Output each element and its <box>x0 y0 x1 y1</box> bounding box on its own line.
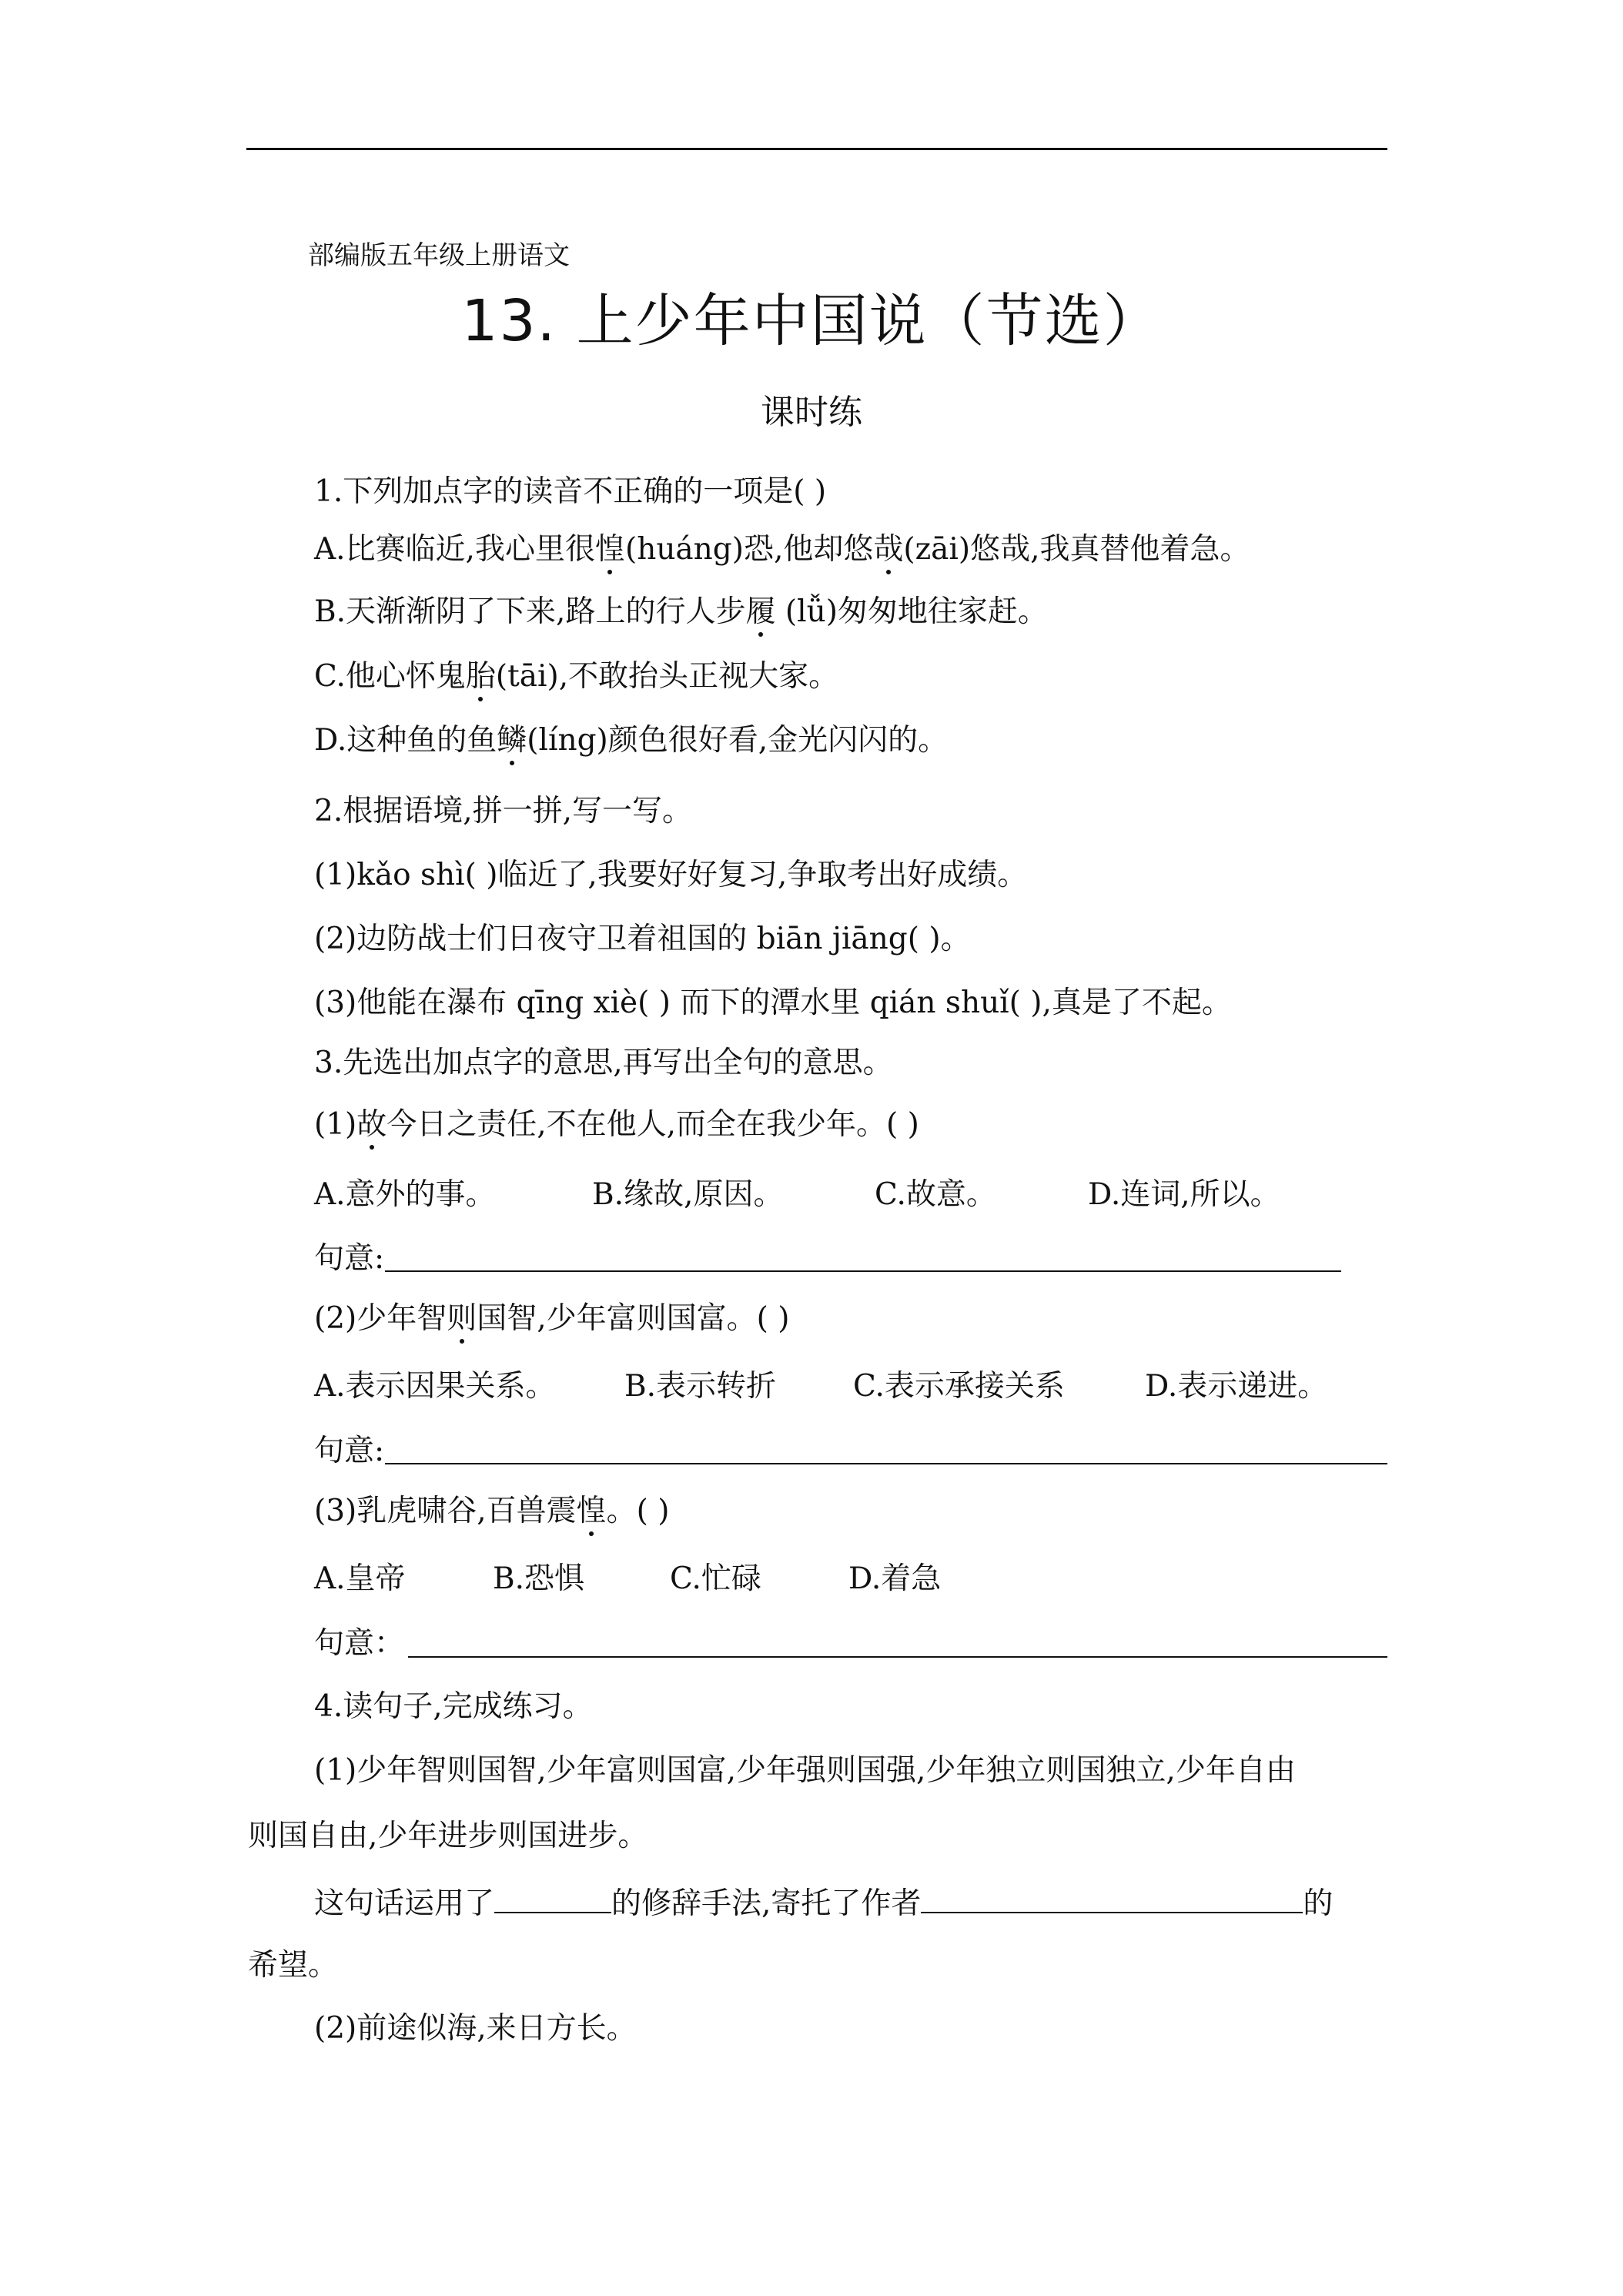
q3-p1-option-c: C.故意。 <box>875 1177 996 1212</box>
q3-part-1: (1)故今日之责任,不在他人,而全在我少年。( ) <box>314 1107 919 1142</box>
dotted-char: 则 <box>447 1301 477 1336</box>
dotted-char: 惶 <box>576 1494 607 1528</box>
q3-p2-option-c: C.表示承接关系 <box>853 1369 1065 1404</box>
q2-stem: 2.根据语境,拼一拼,写一写。 <box>314 794 693 828</box>
q4-part-2: (2)前途似海,来日方长。 <box>314 2011 637 2046</box>
answer-blank[interactable] <box>921 1883 1303 1913</box>
dotted-char: 胎 <box>465 659 496 694</box>
q4-part-1-line-2: 则国自由,少年进步则国进步。 <box>248 1819 648 1853</box>
answer-blank[interactable] <box>494 1883 611 1913</box>
q3-part-2: (2)少年智则国智,少年富则国富。( ) <box>314 1301 790 1336</box>
q3-p3-option-d: D.着急 <box>848 1561 942 1596</box>
q4-fill-line-2: 希望。 <box>248 1948 339 1983</box>
q3-meaning-label-3: 句意： <box>314 1626 405 1661</box>
q3-meaning-label-1: 句意: <box>314 1241 385 1276</box>
dotted-char: 故 <box>356 1107 387 1142</box>
answer-line[interactable] <box>408 1656 1387 1658</box>
q3-meaning-label-2: 句意: <box>314 1434 385 1468</box>
dotted-char: 鳞 <box>497 723 527 758</box>
q3-p1-option-b: B.缘故,原因。 <box>592 1177 784 1212</box>
series-label: 部编版五年级上册语文 <box>308 240 570 271</box>
q1-option-b: B.天渐渐阴了下来,路上的行人步履 (lǚ)匆匆地往家赶。 <box>314 594 1048 629</box>
q3-p2-option-a: A.表示因果关系。 <box>314 1369 556 1404</box>
q3-p3-option-b: B.恐惧 <box>493 1561 585 1596</box>
answer-line[interactable] <box>385 1270 1341 1272</box>
answer-line[interactable] <box>385 1463 1387 1464</box>
q4-stem: 4.读句子,完成练习。 <box>314 1689 593 1724</box>
q3-p1-option-d: D.连词,所以。 <box>1088 1177 1280 1212</box>
page-title: 13. 上少年中国说（节选） <box>461 288 1162 354</box>
q1-option-d: D.这种鱼的鱼鳞(líng)颜色很好看,金光闪闪的。 <box>314 723 949 758</box>
q3-p2-option-b: B.表示转折 <box>624 1369 777 1404</box>
dotted-char: 惶 <box>594 532 625 567</box>
q3-p1-option-a: A.意外的事。 <box>314 1177 496 1212</box>
page-subtitle: 课时练 <box>761 393 862 432</box>
q3-p3-option-a: A.皇帝 <box>314 1561 406 1596</box>
q4-fill-line: 这句话运用了 的修辞手法,寄托了作者 的 <box>314 1883 1333 1923</box>
q1-stem: 1.下列加点字的读音不正确的一项是( ) <box>314 474 827 509</box>
header-rule <box>246 148 1387 150</box>
dotted-char: 哉 <box>873 532 904 567</box>
q3-p3-option-c: C.忙碌 <box>670 1561 761 1596</box>
q3-stem: 3.先选出加点字的意思,再写出全句的意思。 <box>314 1046 893 1080</box>
dotted-char: 履 <box>745 594 776 629</box>
q2-item-3: (3)他能在瀑布 qīng xiè( ) 而下的潭水里 qián shuǐ( ),真是了不起。 <box>314 986 1232 1020</box>
q3-p2-option-d: D.表示递进。 <box>1145 1369 1328 1404</box>
q1-option-c: C.他心怀鬼胎(tāi),不敢抬头正视大家。 <box>314 659 839 694</box>
q1-option-a: A.比赛临近,我心里很惶(huáng)恐,他却悠哉(zāi)悠哉,我真替他着急。 <box>314 532 1250 567</box>
q4-part-1-line-1: (1)少年智则国智,少年富则国富,少年强则国强,少年独立则国独立,少年自由 <box>314 1753 1296 1788</box>
q2-item-2: (2)边防战士们日夜守卫着祖国的 biān jiāng( )。 <box>314 922 971 956</box>
q3-part-3: (3)乳虎啸谷,百兽震惶。( ) <box>314 1494 670 1528</box>
q2-item-1: (1)kǎo shì( )临近了,我要好好复习,争取考出好成绩。 <box>314 858 1028 892</box>
